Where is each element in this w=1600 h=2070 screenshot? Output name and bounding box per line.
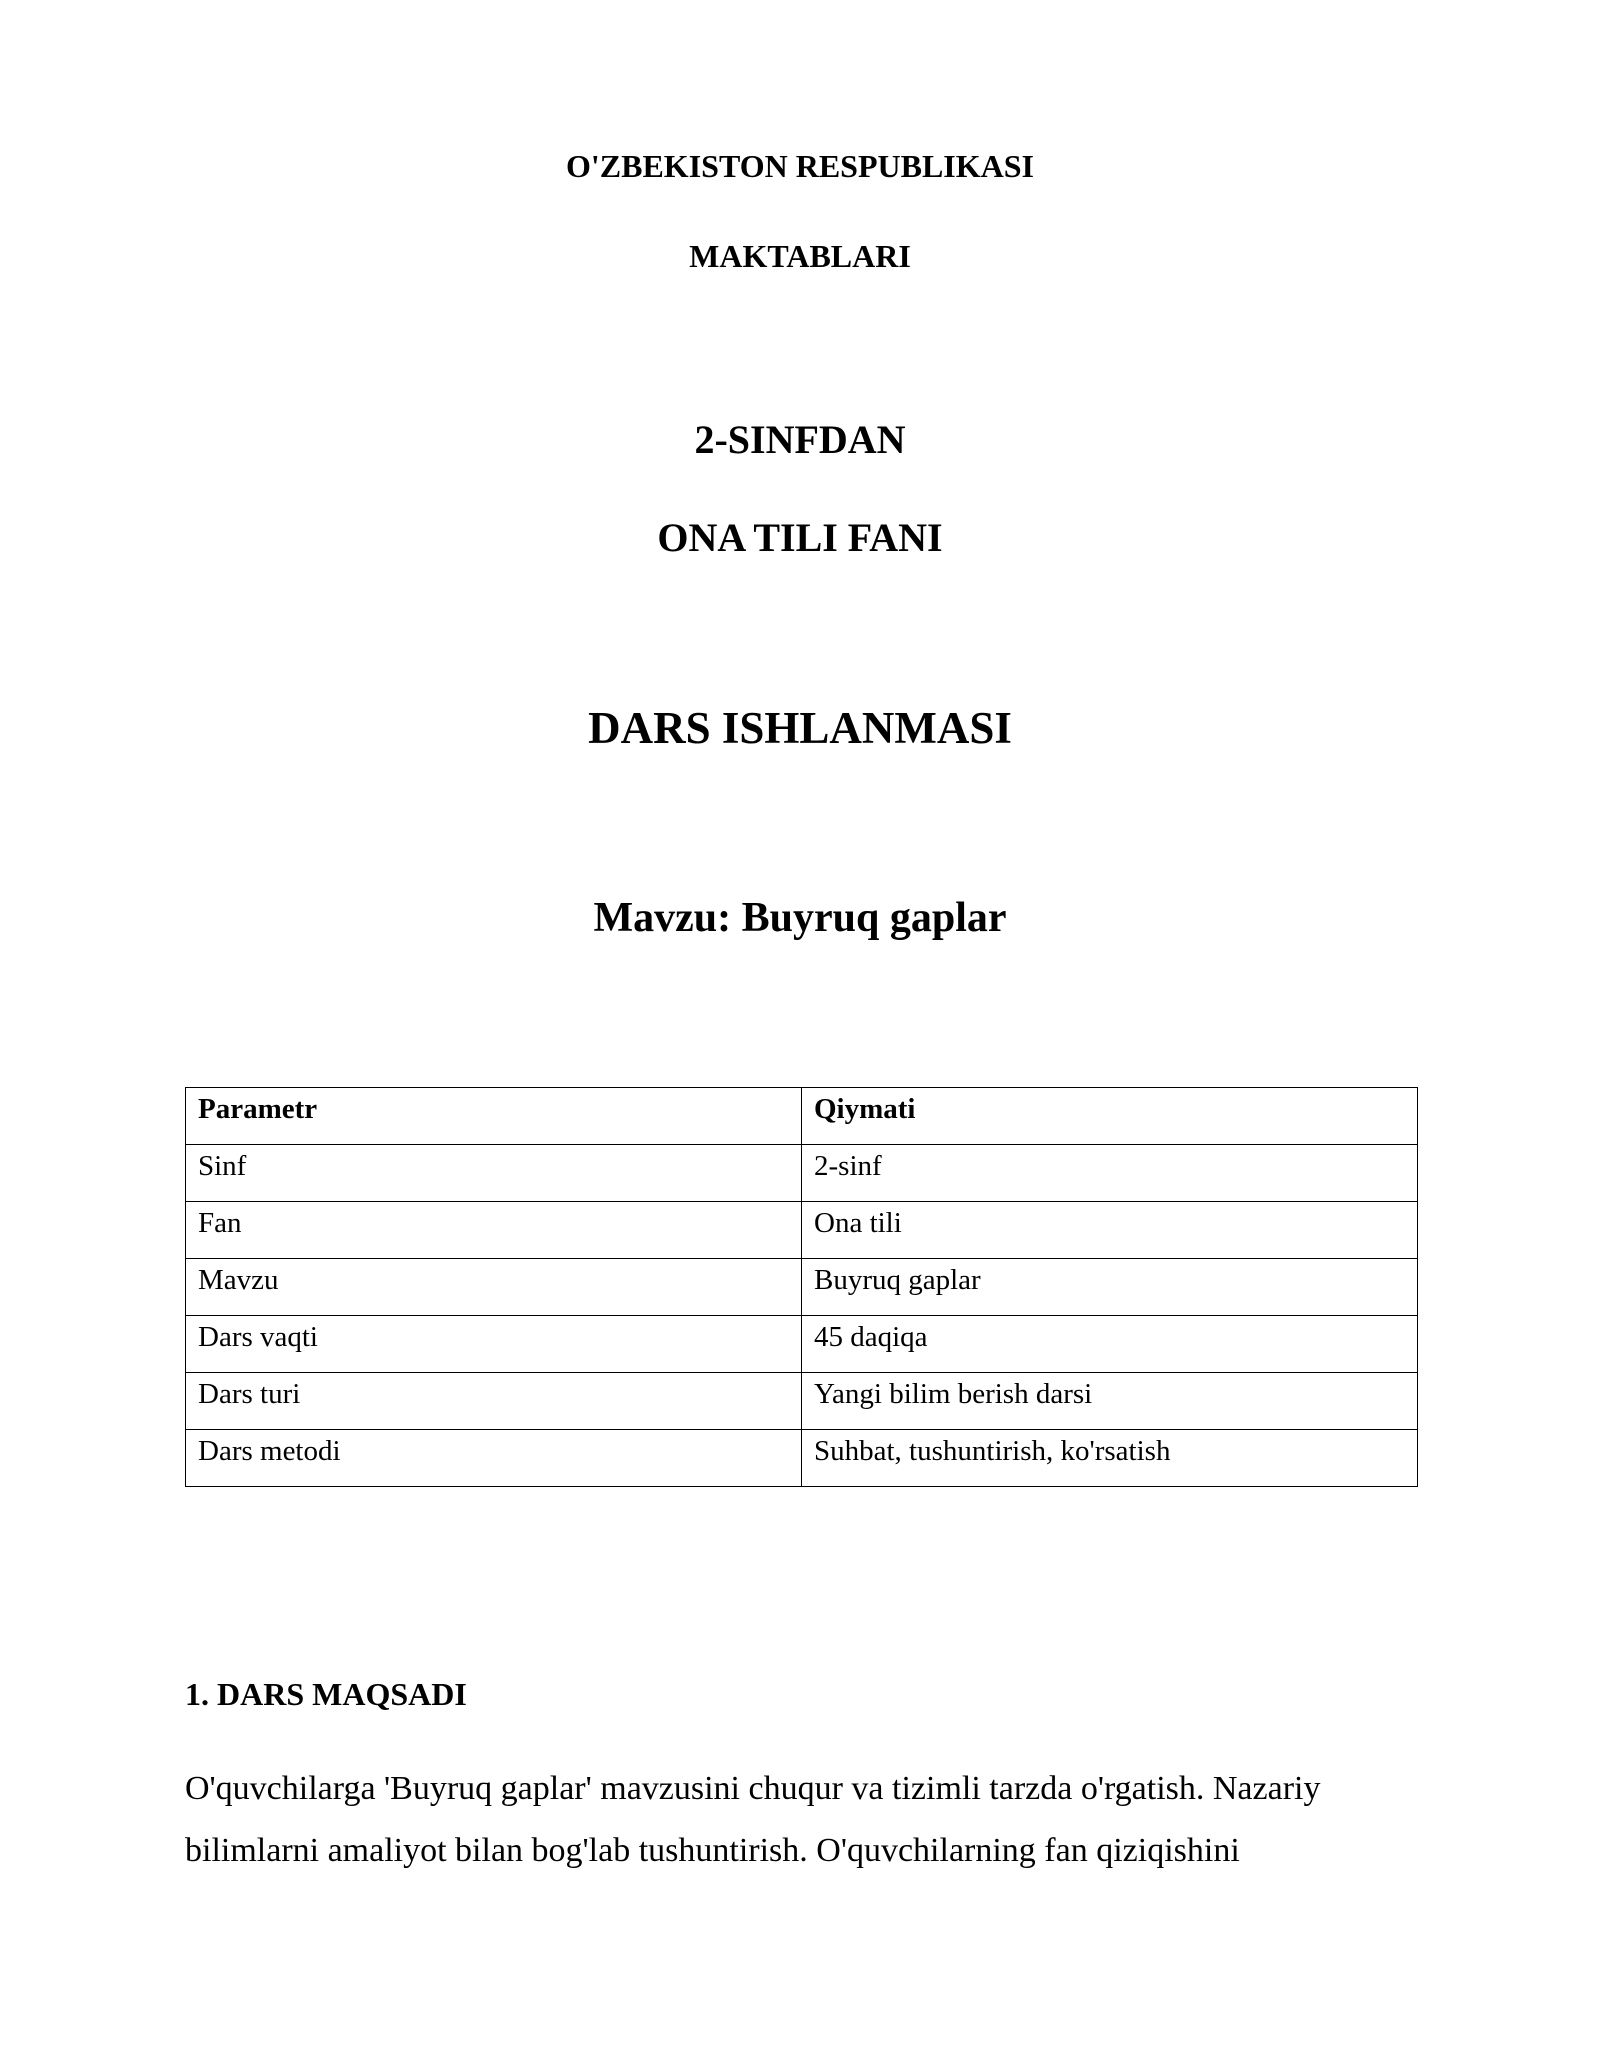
table-cell-value: 2-sinf [802, 1145, 1418, 1202]
column-header-value: Qiymati [802, 1088, 1418, 1145]
table-cell-value: Ona tili [802, 1202, 1418, 1259]
grade-heading: 2-SINFDAN [694, 417, 906, 462]
table-row [186, 1316, 1418, 1373]
table-cell-parameter: Dars metodi [186, 1430, 802, 1487]
paragraph-line: O'quvchilarga 'Buyruq gaplar' mavzusini chuqur va tizimli tarzda o'rgatish. Nazariy [185, 1770, 1321, 1807]
table-cell-parameter: Mavzu [186, 1259, 802, 1316]
table-header-row [186, 1088, 1418, 1145]
table-row [186, 1145, 1418, 1202]
country-heading: O'ZBEKISTON RESPUBLIKASI [565, 148, 1034, 184]
table-cell-parameter: Dars vaqti [186, 1316, 802, 1373]
table-row [186, 1259, 1418, 1316]
paragraph-line: bilimlarni amaliyot bilan bog'lab tushuntirish. O'quvchilarning fan qiziqishini [185, 1832, 1240, 1869]
document-title: DARS ISHLANMASI [588, 703, 1012, 753]
lesson-info-table [185, 1087, 1418, 1487]
schools-heading: MAKTABLARI [689, 238, 911, 274]
table-cell-parameter: Fan [186, 1202, 802, 1259]
column-header-parameter: Parametr [186, 1088, 802, 1145]
table-cell-value: Suhbat, tushuntirish, ko'rsatish [802, 1430, 1418, 1487]
table-cell-value: Buyruq gaplar [802, 1259, 1418, 1316]
table-cell-parameter: Dars turi [186, 1373, 802, 1430]
table-row [186, 1430, 1418, 1487]
table-cell-value: 45 daqiqa [802, 1316, 1418, 1373]
table-cell-value: Yangi bilim berish darsi [802, 1373, 1418, 1430]
topic-heading: Mavzu: Buyruq gaplar [593, 895, 1007, 941]
table-row [186, 1202, 1418, 1259]
section-heading-lesson-goal: 1. DARS MAQSADI [185, 1676, 467, 1712]
lesson-goal-paragraph [185, 1758, 1417, 1882]
table-row [186, 1373, 1418, 1430]
subject-heading: ONA TILI FANI [657, 515, 943, 560]
table-cell-parameter: Sinf [186, 1145, 802, 1202]
